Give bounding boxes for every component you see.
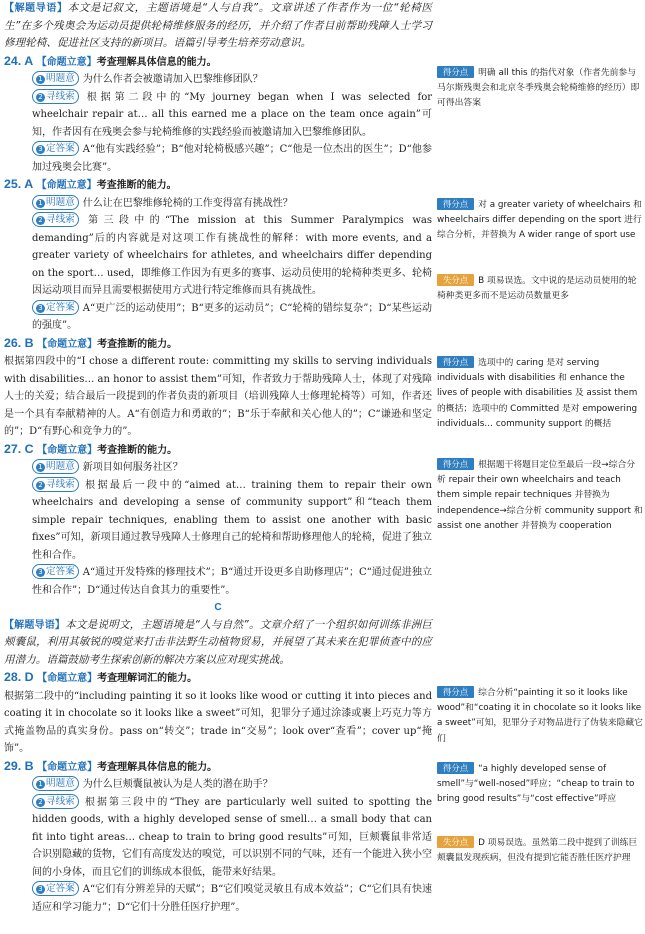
question-number: 26. B: [4, 335, 34, 350]
answer-badge: 3 定答案: [32, 881, 79, 896]
step-clarify: [4, 776, 432, 794]
find-text: 第三段中的“The mission at this Summer Paralympics was demanding”后的内容就是对这项工作有挑战性的解释：with more events, and a greater variety of wheelchairs for athletes, and wheelchairs differ depending on the sport… used，即维修工作因为有更多的赛事、运动员使用的轮椅种类更多、轮椅因运动项目而异且需要根据使用方式进行特定维修而具有挑战性。: [32, 215, 432, 296]
step-clarify: [4, 459, 432, 477]
question-27-head: [4, 441, 432, 460]
note-text: “a highly developed sense of smell”与“well-nosed”呼应；“cheap to train to bring good results”与“cost effective”呼应: [437, 764, 635, 805]
find-badge: 2 寻线索: [32, 477, 79, 492]
question-number: 25. A: [4, 177, 34, 191]
find-text: 根据第三段中的“They are particularly well suited to spotting the hidden goods, with a highly developed sense of smell… a small body that can fit into tight areas… cheap to train to bring good results”可知，巨颊囊鼠非常适合识别隐藏的货物，它们有高度发达的嗅觉，可以识别不同的气味，还有一个能进入狭小空间的小身体，而且它们的训练成本很低，能带来好结果。: [32, 796, 432, 878]
note-text: D 项易误选。虽然第二段中提到了训练巨颊囊鼠发现疾病，但没有提到它能否胜任医疗护理: [437, 838, 638, 864]
step-clarify: [4, 195, 432, 213]
score-label: 得分点: [437, 198, 474, 210]
question-number: 27. C: [4, 441, 34, 456]
question-24-head: [4, 53, 432, 72]
step-find: [4, 212, 432, 300]
clarify-badge: 1 明题意: [32, 195, 79, 210]
note-25-score: [437, 198, 643, 244]
answer-badge: 3 定答案: [32, 564, 79, 579]
answer-text: A“更广泛的运动使用”；B“更多的运动员”；C“轮椅的错综复杂”；D“某些运动的强度”。: [32, 302, 432, 331]
note-28: [437, 686, 643, 747]
note-25-lose: [437, 274, 643, 304]
clarify-badge: 1 明题意: [32, 776, 79, 791]
question-26-body: 根据第四段中的“I chose a different route: committing my skills to serving individuals with disabilities… an honor to assist them”可知，作者致力于帮助残障人士，体现了对残障人士的关爱；结合最后一段提到的作者负责的新项目（培训残障人士修理轮椅等）可知，作者还是一个具有奉献精神的人。A“有创造力和勇敢的”；B“乐于奉献和关心他人的”；C“谦逊和坚定的”；D“有野心和竞争力的”。: [4, 356, 432, 437]
note-29-lose: [437, 836, 643, 866]
step-answer: [4, 141, 432, 176]
question-26-head: [4, 335, 432, 354]
guide-text: 本文是说明文，主题语境是“人与自然”。文章介绍了一个组织如何训练非洲巨颊囊鼠，利用其敏锐的嗅觉来打击非法野生动植物贸易，并展望了其未来在犯罪侦查中的应用潜力。语篇鼓励考生探索创新的解决方案以应对现实挑战。: [4, 618, 433, 666]
lose-label: 失分点: [437, 274, 474, 286]
main-column: [4, 0, 432, 916]
aim-text: 考查推断的能力。: [97, 444, 178, 456]
score-label: 得分点: [437, 686, 474, 698]
question-25-head: [4, 176, 432, 195]
score-label: 得分点: [437, 66, 474, 78]
section-c-heading: C: [214, 602, 222, 613]
score-label: 得分点: [437, 356, 474, 368]
guide-text: 本文是记叙文，主题语境是“人与自我”。文章讲述了作者作为一位“轮椅医生”在多个残奥会为运动员提供轮椅维修服务的经历，并介绍了作者目前帮助残障人士学习修理轮椅、促进社区支持的新项目。语篇引导考生培养劳动意识。: [4, 2, 432, 49]
note-27: [437, 458, 643, 534]
answer-badge: 3 定答案: [32, 300, 79, 315]
find-badge: 2 寻线索: [32, 794, 79, 809]
clarify-text: 为什么巨颊囊鼠被认为是人类的潜在助手？: [82, 779, 273, 790]
note-text: 综合分析“painting it so it looks like wood”和“coating it in chocolate so it looks like a sweet”可知，犯罪分子对物品进行了伪装来隐藏它们: [437, 688, 643, 744]
guide-1: [4, 0, 432, 53]
note-text: 明确 all this 的指代对象（作者先前参与马尔斯残奥会和北京冬季残奥会轮椅维修的经历）即可得出答案: [437, 68, 640, 109]
step-find: [4, 794, 432, 882]
aim-tag: 【命题立意】: [37, 444, 98, 456]
aim-text: 考查理解词汇的能力。: [97, 673, 198, 684]
aim-text: 考查理解具体信息的能力。: [96, 56, 217, 68]
note-29-score: [437, 762, 643, 808]
guide-tag: 【解题导语】: [4, 3, 68, 14]
question-29-head: [4, 758, 432, 777]
answer-text: A“通过开发特殊的修理技术”；B“通过开设更多自助修理店”；C“通过促进独立性和合作”；D“通过传达自食其力的重要性”。: [32, 567, 432, 596]
aim-tag: 【命题立意】: [37, 338, 98, 350]
aim-tag: 【命题立意】: [37, 673, 98, 684]
step-answer: [4, 564, 432, 599]
answer-text: A“它们有分辨差异的天赋”；B“它们嗅觉灵敏且有成本效益”；C“它们具有快速适应和学习能力”；D“它们十分胜任医疗护理”。: [32, 884, 432, 913]
step-answer: [4, 300, 432, 335]
answer-text: A“他有实践经验”；B“他对轮椅极感兴趣”；C“他是一位杰出的医生”；D“他参加过残奥会比赛”。: [32, 144, 432, 173]
aim-tag: 【命题立意】: [36, 180, 97, 191]
step-clarify: [4, 71, 432, 89]
question-number: 29. B: [4, 758, 34, 773]
answer-badge: 3 定答案: [32, 141, 79, 156]
guide-2: [4, 617, 432, 670]
question-number: 28. D: [4, 670, 34, 684]
note-text: 对 a greater variety of wheelchairs 和 wheelchairs differ depending on the sport 进行综合分析，并替换为 A wider range of sport use: [437, 200, 642, 241]
question-28-head: [4, 669, 432, 688]
find-badge: 2 寻线索: [32, 89, 79, 104]
clarify-badge: 1 明题意: [32, 71, 79, 86]
note-text: B 项易误选。文中说的是运动员使用的轮椅种类更多而不是运动员数量更多: [437, 276, 637, 302]
guide-tag: 【解题导语】: [4, 619, 66, 631]
step-find: [4, 89, 432, 142]
score-label: 得分点: [437, 762, 474, 774]
step-find: [4, 477, 432, 565]
aim-text: 考查推断的能力。: [96, 180, 177, 191]
score-label: 得分点: [437, 458, 474, 470]
note-24: [437, 66, 643, 112]
note-26: [437, 356, 643, 432]
question-28-body: 根据第二段中的“including painting it so it looks like wood or cutting it into pieces and coating it in chocolate so it looks like a sweet”可知，犯罪分子通过涂漆或裹上巧克力等方式掩盖物品的真实身份。pass on“转交”；trade in“交易”；look over“查看”；cover up“掩饰”。: [4, 690, 432, 754]
find-badge: 2 寻线索: [32, 212, 79, 227]
clarify-badge: 1 明题意: [32, 459, 79, 474]
clarify-text: 什么让在巴黎维修轮椅的工作变得富有挑战性？: [82, 197, 293, 209]
find-text: 根据最后一段中的“aimed at… training them to repair their own wheelchairs and developing a sense of community support”和“teach them simple repair techniques, enabling them to assist one another with basic fixes”可知，新项目通过教导残障人士修理自己的轮椅和帮助修理他人的轮椅，促进了独立性和合作。: [32, 479, 432, 561]
lose-label: 失分点: [437, 836, 474, 848]
clarify-text: 新项目如何服务社区？: [82, 462, 183, 473]
clarify-text: 为什么作者会被邀请加入巴黎维修团队？: [82, 74, 263, 85]
aim-tag: 【命题立意】: [37, 761, 98, 773]
find-text: 根据第二段中的“My journey began when I was selected for wheelchair repair at… all this earned me a place on the team once again”可知，作者因有在残奥会参与轮椅维修的实践经验而被邀请加入巴黎维修团队。: [32, 91, 432, 138]
note-text: 选项中的 caring 是对 serving individuals with disabilities 和 enhance the lives of people with disabilities 及 assist them 的概括；选项中的 Committed 是对 empowering individuals… community support 的概括: [437, 358, 638, 429]
note-text: 根据题干将题目定位至最后一段→综合分析 repair their own wheelchairs and teach them simple repair techniques 并替换为 independence→综合分析 community support 和 assist one another 并替换为 cooperation: [437, 460, 643, 531]
aim-text: 考查推断的能力。: [97, 338, 178, 350]
aim-text: 考查理解具体信息的能力。: [97, 761, 218, 773]
aim-tag: 【命题立意】: [36, 56, 97, 68]
step-answer: [4, 881, 432, 916]
question-number: 24. A: [4, 53, 34, 68]
